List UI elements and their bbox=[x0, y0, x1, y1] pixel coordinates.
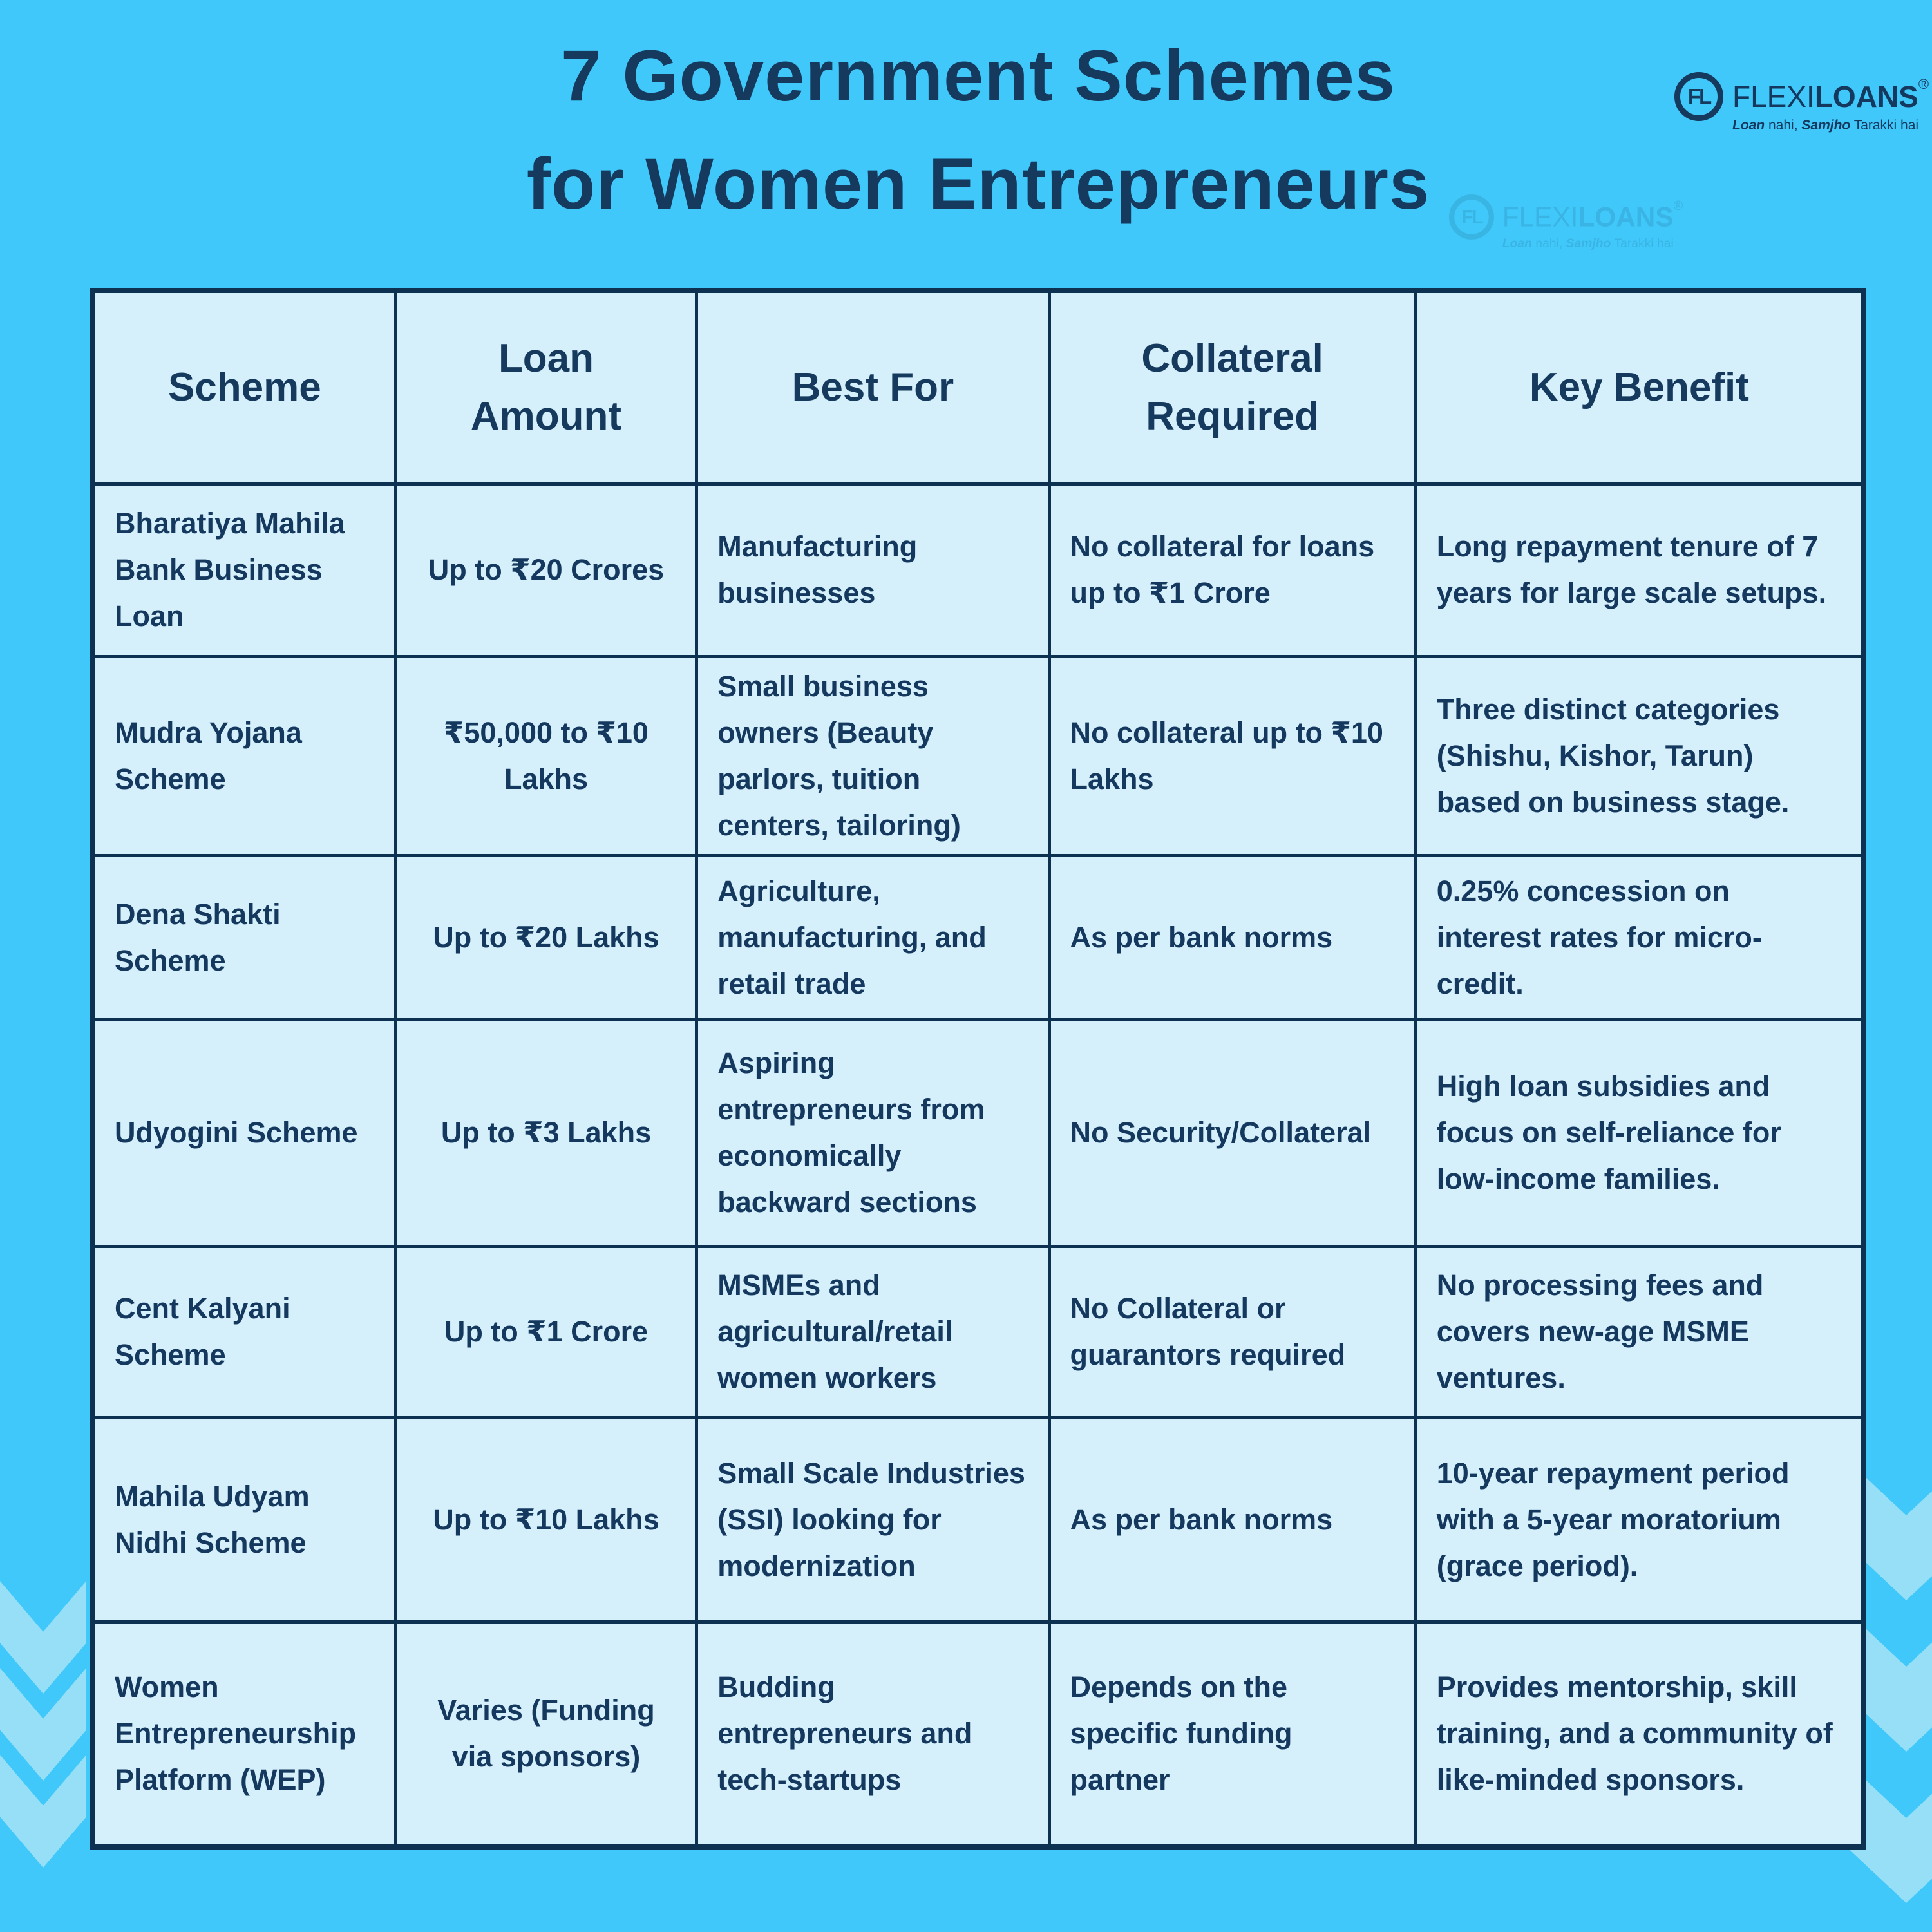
table-row bbox=[93, 1417, 1864, 1622]
col-header-scheme: Scheme bbox=[93, 290, 395, 484]
table-row bbox=[93, 484, 1864, 656]
cell-best-for: Manufacturing businesses bbox=[697, 484, 1049, 656]
tagline-samjho: Samjho bbox=[1801, 118, 1851, 133]
cell-scheme: Mudra Yojana Scheme bbox=[93, 656, 395, 855]
cell-collateral: As per bank norms bbox=[1049, 855, 1416, 1019]
cell-best-for: Small business owners (Beauty parlors, tuition centers, tailoring) bbox=[697, 656, 1049, 855]
cell-loan-amount: Varies (Funding via sponsors) bbox=[395, 1622, 697, 1847]
table-row bbox=[93, 1246, 1864, 1417]
tagline-nahi: nahi, bbox=[1765, 118, 1802, 133]
cell-best-for: Small Scale Industries (SSI) looking for modernization bbox=[697, 1417, 1049, 1622]
cell-key-benefit: High loan subsidies and focus on self-reliance for low-income families. bbox=[1416, 1019, 1864, 1246]
col-header-best-for: Best For bbox=[697, 290, 1049, 484]
table-row bbox=[93, 656, 1864, 855]
schemes-table bbox=[90, 288, 1866, 1850]
table-header-row bbox=[93, 290, 1864, 484]
cell-collateral: No collateral up to ₹10 Lakhs bbox=[1049, 656, 1416, 855]
cell-loan-amount: Up to ₹10 Lakhs bbox=[395, 1417, 697, 1622]
cell-collateral: No collateral for loans up to ₹1 Crore bbox=[1049, 484, 1416, 656]
table-row bbox=[93, 855, 1864, 1019]
cell-best-for: Agriculture, manufacturing, and retail trade bbox=[697, 855, 1049, 1019]
cell-loan-amount: Up to ₹3 Lakhs bbox=[395, 1019, 697, 1246]
flexiloans-logo bbox=[1674, 72, 1929, 133]
cell-loan-amount: Up to ₹20 Crores bbox=[395, 484, 697, 656]
cell-collateral: Depends on the specific funding partner bbox=[1049, 1622, 1416, 1847]
cell-key-benefit: Long repayment tenure of 7 years for large scale setups. bbox=[1416, 484, 1864, 656]
cell-collateral: As per bank norms bbox=[1049, 1417, 1416, 1622]
cell-collateral: No Security/Collateral bbox=[1049, 1019, 1416, 1246]
tagline-tarakki: Tarakki hai bbox=[1850, 118, 1919, 133]
table-row bbox=[93, 1019, 1864, 1246]
logo-wordmark-loans: LOANS bbox=[1814, 80, 1918, 113]
flexiloans-watermark: FL FLEXILOANS® Loan nahi, Samjho Tarakki hai bbox=[1449, 194, 1683, 251]
logo-tagline bbox=[1732, 118, 1929, 133]
cell-collateral: No Collateral or guarantors required bbox=[1049, 1246, 1416, 1417]
cell-best-for: MSMEs and agricultural/retail women workers bbox=[697, 1246, 1049, 1417]
cell-scheme: Cent Kalyani Scheme bbox=[93, 1246, 395, 1417]
cell-best-for: Aspiring entrepreneurs from economically backward sections bbox=[697, 1019, 1049, 1246]
cell-loan-amount: Up to ₹20 Lakhs bbox=[395, 855, 697, 1019]
table-row bbox=[93, 1622, 1864, 1847]
cell-key-benefit: 0.25% concession on interest rates for micro-credit. bbox=[1416, 855, 1864, 1019]
col-header-key-benefit: Key Benefit bbox=[1416, 290, 1864, 484]
chevron-down-icon bbox=[0, 1581, 86, 1694]
flexiloans-monogram-icon bbox=[1674, 72, 1723, 121]
cell-key-benefit: 10-year repayment period with a 5-year moratorium (grace period). bbox=[1416, 1417, 1864, 1622]
registered-trademark-symbol: ® bbox=[1918, 76, 1929, 92]
logo-wordmark bbox=[1732, 72, 1929, 111]
logo-text-block bbox=[1732, 72, 1929, 133]
cell-scheme: Bharatiya Mahila Bank Business Loan bbox=[93, 484, 395, 656]
title-line-1: 7 Government Schemes bbox=[560, 35, 1396, 116]
logo-monogram: FL bbox=[1687, 84, 1710, 108]
cell-loan-amount: ₹50,000 to ₹10 Lakhs bbox=[395, 656, 697, 855]
col-header-loan-amount: Loan Amount bbox=[395, 290, 697, 484]
watermark-monogram-icon: FL bbox=[1449, 194, 1494, 240]
cell-scheme: Udyogini Scheme bbox=[93, 1019, 395, 1246]
cell-key-benefit: Provides mentorship, skill training, and a community of like-minded sponsors. bbox=[1416, 1622, 1864, 1847]
col-header-collateral-required: Collateral Required bbox=[1049, 290, 1416, 484]
cell-best-for: Budding entrepreneurs and tech-startups bbox=[697, 1622, 1049, 1847]
cell-scheme: Dena Shakti Scheme bbox=[93, 855, 395, 1019]
tagline-loan: Loan bbox=[1732, 118, 1765, 133]
title-line-2: for Women Entrepreneurs bbox=[526, 144, 1430, 224]
cell-scheme: Mahila Udyam Nidhi Scheme bbox=[93, 1417, 395, 1622]
cell-loan-amount: Up to ₹1 Crore bbox=[395, 1246, 697, 1417]
logo-wordmark-flexi: FLEXI bbox=[1732, 80, 1815, 113]
cell-scheme: Women Entrepreneurship Platform (WEP) bbox=[93, 1622, 395, 1847]
cell-key-benefit: No processing fees and covers new-age MSME ventures. bbox=[1416, 1246, 1864, 1417]
cell-key-benefit: Three distinct categories (Shishu, Kishor, Tarun) based on business stage. bbox=[1416, 656, 1864, 855]
